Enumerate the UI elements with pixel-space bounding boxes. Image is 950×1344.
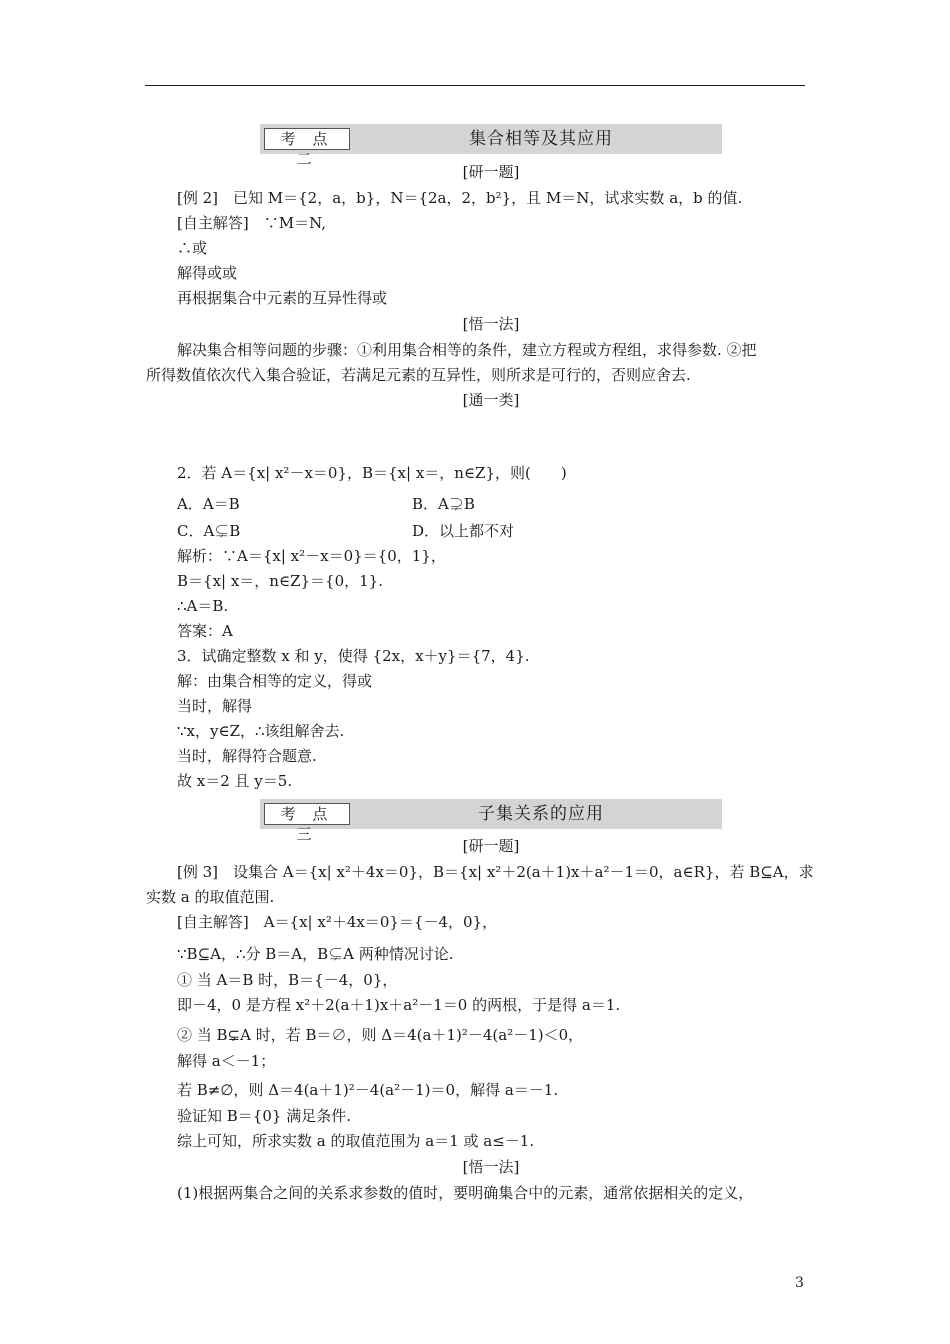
section-tag: 考 点 二 [264,128,350,150]
header-rule [145,85,805,86]
option-c: C．A⊊B [177,522,241,540]
example-3-answer-line: 验证知 B＝{0} 满足条件. [177,1107,351,1125]
example-2-question: [例 2] 已知 M＝{2，a，b}，N＝{2a，2，b²}，且 M＝N，试求实数 a，b 的值. [177,189,743,207]
option-b: B．A⊋B [412,495,475,513]
method-text: (1)根据两集合之间的关系求参数的值时，要明确集合中的元素，通常依据相关的定义， [177,1184,754,1202]
option-a: A．A＝B [177,495,240,513]
section-banner-2 [260,124,722,168]
solution-line: ∵x，y∈Z，∴该组解舍去. [177,722,345,740]
method-text: 所得数值依次代入集合验证，若满足元素的互异性，则所求是可行的，否则应舍去. [146,366,691,384]
heading-wu-yi-fa: [悟一法] [462,1158,520,1176]
solution-line: 故 x＝2 且 y＝5. [177,772,293,790]
solution-line: ∴A＝B. [177,597,229,615]
example-3-question: 实数 a 的取值范围. [146,888,275,906]
example-3-answer-line: ∵B⊆A，∴分 B＝A，B⊊A 两种情况讨论. [177,945,454,963]
page-number: 3 [795,1275,804,1291]
option-d: D．以上都不对 [412,522,515,540]
example-2-answer-line: [自主解答] ∵M＝N, [177,214,326,232]
example-2-answer-line: 再根据集合中元素的互异性得或 [177,289,388,307]
example-3-answer-line: ② 当 B⊊A 时，若 B＝∅，则 Δ＝4(a＋1)²－4(a²－1)＜0， [177,1026,584,1044]
question-2-stem: 2．若 A＝{x| x²－x＝0}，B＝{x| x＝，n∈Z}，则( ) [177,464,567,482]
solution-line: 当时，解得符合题意. [177,747,317,765]
example-3-answer-line: ① 当 A＝B 时，B＝{－4，0}， [177,971,398,989]
heading-yan-yi-ti: [研一题] [462,163,520,181]
section-title: 集合相等及其应用 [469,129,613,149]
example-2-answer-line: 解得或或 [177,264,238,282]
answer-line: 答案：A [177,622,233,640]
example-3-answer-line: 若 B≠∅，则 Δ＝4(a＋1)²－4(a²－1)＝0，解得 a＝－1. [177,1081,559,1099]
heading-yan-yi-ti: [研一题] [462,837,520,855]
example-3-answer-line: [自主解答] A＝{x| x²＋4x＝0}＝{－4，0}， [177,913,498,931]
solution-line: B＝{x| x＝，n∈Z}＝{0，1}. [177,572,383,590]
heading-wu-yi-fa: [悟一法] [462,315,520,333]
section-title: 子集关系的应用 [478,804,604,824]
question-3-stem: 3．试确定整数 x 和 y，使得 {2x，x＋y}＝{7，4}. [177,647,530,665]
section-banner-3 [260,799,722,843]
example-3-question: [例 3] 设集合 A＝{x| x²＋4x＝0}，B＝{x| x²＋2(a＋1)x＋a²－1＝0，a∈R}，若 B⊆A，求 [177,863,814,881]
example-2-answer-line: ∴或 [177,239,208,257]
section-tag: 考 点 三 [264,803,350,825]
example-3-answer-line: 即－4，0 是方程 x²＋2(a＋1)x＋a²－1＝0 的两根，于是得 a＝1. [177,996,621,1014]
heading-tong-yi-lei: [通一类] [462,391,520,409]
solution-line: 当时，解得 [177,697,253,715]
example-3-answer-line: 综上可知，所求实数 a 的取值范围为 a＝1 或 a≤－1. [177,1132,535,1150]
method-text: 解决集合相等问题的步骤：①利用集合相等的条件，建立方程或方程组，求得参数. ②把 [177,341,757,359]
solution-line: 解析：∵A＝{x| x²－x＝0}＝{0，1}， [177,547,446,565]
example-3-answer-line: 解得 a＜－1； [177,1052,276,1070]
solution-line: 解：由集合相等的定义，得或 [177,672,373,690]
